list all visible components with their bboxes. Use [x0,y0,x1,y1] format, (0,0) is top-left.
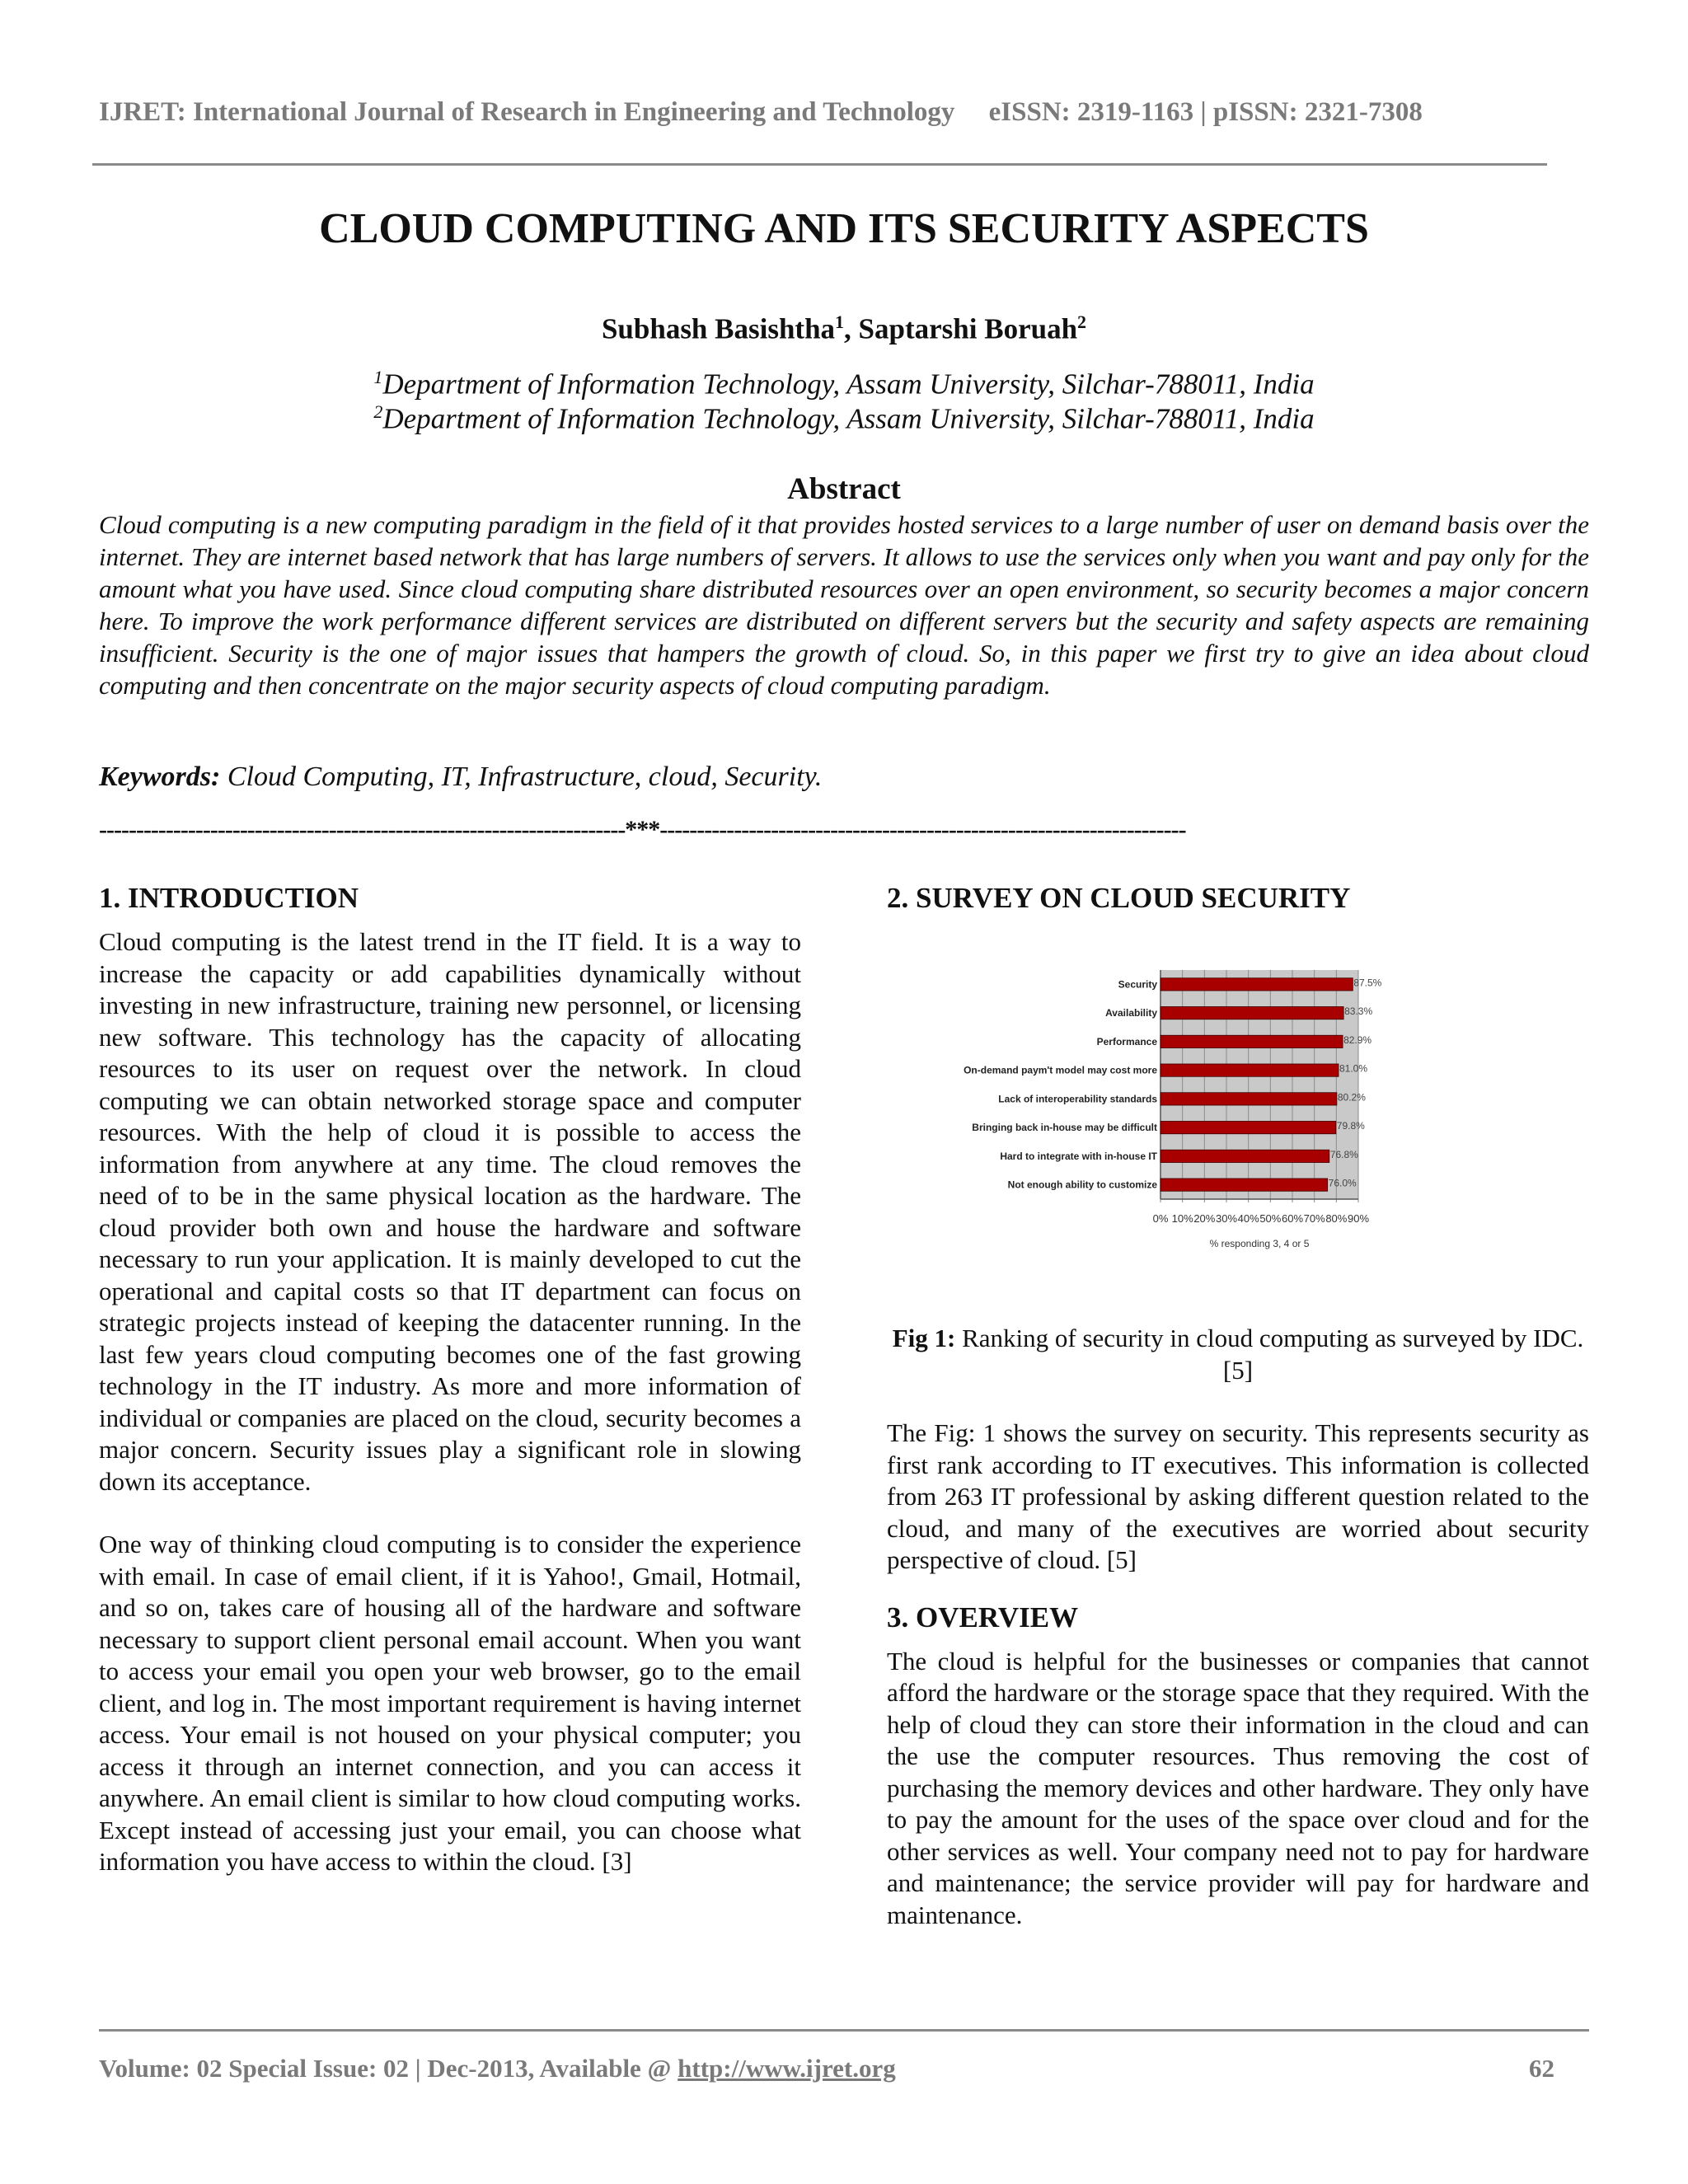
author-sup: 2 [1077,312,1087,332]
bar-8 [1160,1179,1328,1191]
category-label: Not enough ability to customize [1007,1179,1157,1191]
author-separator: , [844,312,859,345]
footer-text: Volume: 02 Special Issue: 02 | Dec-2013, Available @ [99,2054,678,2083]
authors [0,312,1688,346]
x-axis-label: % responding 3, 4 or 5 [1209,1238,1310,1249]
author-sup: 1 [835,312,845,332]
journal-link[interactable]: http://www.ijret.org [678,2054,896,2083]
affiliation [0,367,1688,401]
abstract-heading: Abstract [787,472,901,506]
bar-2 [1160,1006,1343,1019]
x-tick-label: 90% [1347,1212,1370,1225]
x-tick-label: 20% [1193,1212,1216,1225]
author-name: Saptarshi Boruah [858,312,1078,345]
category-label: Security [1118,978,1157,991]
header-rule [92,163,1547,166]
section-heading-overview: 3. OVERVIEW [887,1601,1079,1633]
bar-3 [1160,1035,1343,1047]
category-label: Bringing back in-house may be difficult [972,1122,1157,1134]
caption-label: Fig 1: [892,1324,956,1352]
keywords-text: Cloud Computing, IT, Infrastructure, cloud, Security. [227,762,823,792]
author-name: Subhash Basishtha [601,312,836,345]
figure-1-bar-chart [940,960,1467,1302]
column-right-lower [887,1323,1589,1931]
column-left [99,882,801,1878]
value-label: 82.9% [1343,1033,1372,1046]
affiliation [0,401,1688,436]
x-tick-label: 50% [1259,1212,1282,1225]
issn: eISSN: 2319-1163 | pISSN: 2321-7308 [988,97,1423,127]
column-right [887,882,1589,915]
section-heading-introduction: 1. INTRODUCTION [99,882,359,914]
value-label: 80.2% [1337,1091,1366,1104]
category-label: Performance [1096,1035,1157,1047]
x-tick-label: 10% [1171,1212,1193,1225]
footer [99,2054,896,2083]
category-label: On-demand paym't model may cost more [964,1064,1157,1076]
footer-rule [99,2029,1589,2032]
affiliation-sup: 2 [373,401,383,422]
caption-text: Ranking of security in cloud computing as surveyed by IDC. [5] [955,1324,1584,1385]
section-heading-survey: 2. SURVEY ON CLOUD SECURITY [887,882,1351,914]
bar-4 [1160,1064,1339,1076]
figure-caption [887,1323,1589,1386]
value-label: 76.0% [1328,1177,1357,1189]
x-tick-label: 30% [1215,1212,1238,1225]
paper-title: CLOUD COMPUTING AND ITS SECURITY ASPECTS [319,205,1369,252]
value-label: 83.3% [1344,1005,1373,1018]
x-tick-label: 40% [1237,1212,1259,1225]
x-tick-label: 70% [1303,1212,1325,1225]
bar-6 [1160,1121,1336,1133]
keywords-label: Keywords: [99,762,221,792]
journal-name: IJRET: International Journal of Research in Engineering and Technology [99,97,955,127]
paragraph: One way of thinking cloud computing is to consider the experience with email. In case of email client, if it is Yahoo!, Gmail, Hotmail, and so on, takes care of housing all of the hardware and software necessary to support client personal email account. When you want to access your email you open your web browser, go to the email client, and log in. The most important requirement is having internet access. Your email is not housed on your physical computer; you access it through an internet connection, and you can access it anywhere. An email client is similar to how cloud computing works. Except instead of accessing just your email, you can choose what information you have access to within the cloud. [3] [99,1530,801,1876]
running-head [99,97,1423,128]
category-label: Availability [1105,1007,1157,1019]
x-tick-label: 60% [1281,1212,1304,1225]
bar-5 [1160,1093,1337,1105]
affiliation-sup: 1 [373,367,383,387]
category-label: Lack of interoperability standards [998,1093,1157,1105]
page-number: 62 [1529,2054,1554,2083]
paragraph: The Fig: 1 shows the survey on security. This represents security as first rank according to IT executives. This information is collected from 263 IT professional by asking different question related to the cloud, and many of the executives are worried about security perspective of cloud. [5] [887,1418,1589,1574]
affiliation-text: Department of Information Technology, Assam University, Silchar-788011, India [382,402,1315,435]
bar-1 [1160,978,1353,991]
category-label: Hard to integrate with in-house IT [1000,1150,1157,1162]
plot-area [1160,970,1358,1199]
value-label: 81.0% [1339,1062,1368,1075]
x-tick-label: 0% [1152,1212,1169,1225]
abstract-text: Cloud computing is a new computing paradigm in the field of it that provides hosted services to a large number of user on demand basis over the internet. They are internet based network that has large numbers of servers. It allows to use the services only when you want and pay only for the amount what you have used. Since cloud computing share distributed resources over an open environment, so security becomes a major concern here. To improve the work performance different services are distributed on different servers but the security and safety aspects are remaining insufficient. Security is the one of major issues that hampers the growth of cloud. So, in this paper we first try to give an idea about cloud computing and then concentrate on the major security aspects of cloud computing paradigm. [99,510,1589,700]
affiliation-text: Department of Information Technology, Assam University, Silchar-788011, India [382,368,1315,401]
value-label: 76.8% [1329,1148,1358,1160]
paragraph: The cloud is helpful for the businesses or companies that cannot afford the hardware or the storage space that they required. With the help of cloud they can store their information in the cloud and can the use the computer resources. Thus removing the cost of purchasing the memory devices and other hardware. They only have to pay the amount for the uses of the space over cloud and for the other services as well. Your company need not to pay for hardware and maintenance; the service provider will pay for hardware and maintenance. [887,1646,1589,1929]
value-label: 87.5% [1353,977,1382,989]
x-tick-label: 80% [1325,1212,1348,1225]
paragraph: Cloud computing is the latest trend in the IT field. It is a way to increase the capacity or add capabilities dynamically without investing in new infrastructure, training new personnel, or licensing new software. This technology has the capacity of allocating resources to its user on request over the network. In cloud computing we can obtain networked storage space and computer resources. With the help of cloud it is possible to access the information from anywhere at any time. The cloud removes the need of to be in the same physical location as the hardware. The cloud provider both own and house the hardware and software necessary to run your application. It is mainly developed to cut the operational and capital costs so that IT department can focus on strategic projects instead of keeping the datacenter running. In the last few years cloud computing becomes one of the fast growing technology in the IT industry. As more and more information of individual or companies are placed on the cloud, security becomes a major concern. Security issues play a significant role in slowing down its acceptance. [99,927,801,1496]
section-separator: -----------------------------------------------------------------------***----------------------------------------------------------------------- [99,816,1186,843]
value-label: 79.8% [1336,1120,1365,1132]
keywords [99,762,822,793]
bar-7 [1160,1150,1329,1162]
